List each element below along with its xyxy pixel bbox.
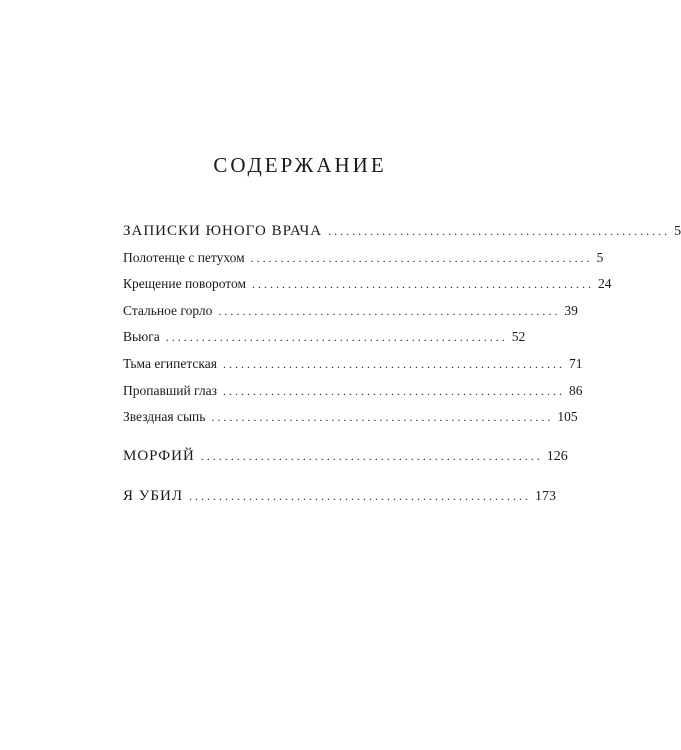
toc-entry-label: ЗАПИСКИ ЮНОГО ВРАЧА [123,223,323,239]
toc-entry-page: 5 [596,250,604,265]
toc-entry-label: Пропавший глаз [123,383,217,398]
toc-entry-story [123,274,612,294]
dot-leader: ......................................................... [189,489,531,503]
dot-leader: ......................................................... [250,251,593,265]
toc-entry-page: 5 [674,224,681,239]
toc-entry-page: 24 [598,276,612,291]
dot-leader: ......................................................... [200,449,543,463]
toc-entry-label: Стальное горло [123,303,213,318]
dot-leader: ......................................................... [211,410,554,424]
toc-entry-label: Крещение поворотом [123,276,247,291]
toc-entry-story [123,327,526,347]
toc-entry-page: 126 [546,449,568,464]
toc-entry-story [123,354,583,374]
toc-entry-part [123,446,568,467]
toc-entry-page: 52 [511,329,526,344]
page-title: СОДЕРЖАНИЕ [213,153,387,177]
toc-entry-page: 86 [568,383,583,398]
dot-leader: ......................................................... [328,224,671,238]
toc-entry-page: 173 [535,489,556,504]
toc-entry-page: 105 [557,409,578,424]
dot-leader: ......................................................... [252,277,595,291]
toc-entry-story [123,407,578,427]
dot-leader: ......................................................... [222,384,565,398]
toc-entry-label: Вьюга [123,329,160,344]
toc-entry-label: МОРФИЙ [123,448,195,464]
toc-entry-page: 39 [564,303,578,318]
dot-leader: ......................................................... [165,330,508,344]
dot-leader: ......................................................... [218,304,561,318]
toc-entry-label: Я УБИЛ [123,488,183,504]
toc-entry-part [123,221,681,242]
toc-entry-story [123,381,583,401]
dot-leader: ......................................................... [222,357,565,371]
toc-entry-label: Полотенце с петухом [123,250,245,265]
toc-entry-page: 71 [568,356,583,371]
toc-entry-story [123,301,578,321]
toc-entry-story [123,248,604,268]
toc-entry-label: Тьма египетская [123,356,217,371]
toc-entry-label: Звездная сыпь [123,409,206,424]
toc-entry-part [123,486,556,507]
